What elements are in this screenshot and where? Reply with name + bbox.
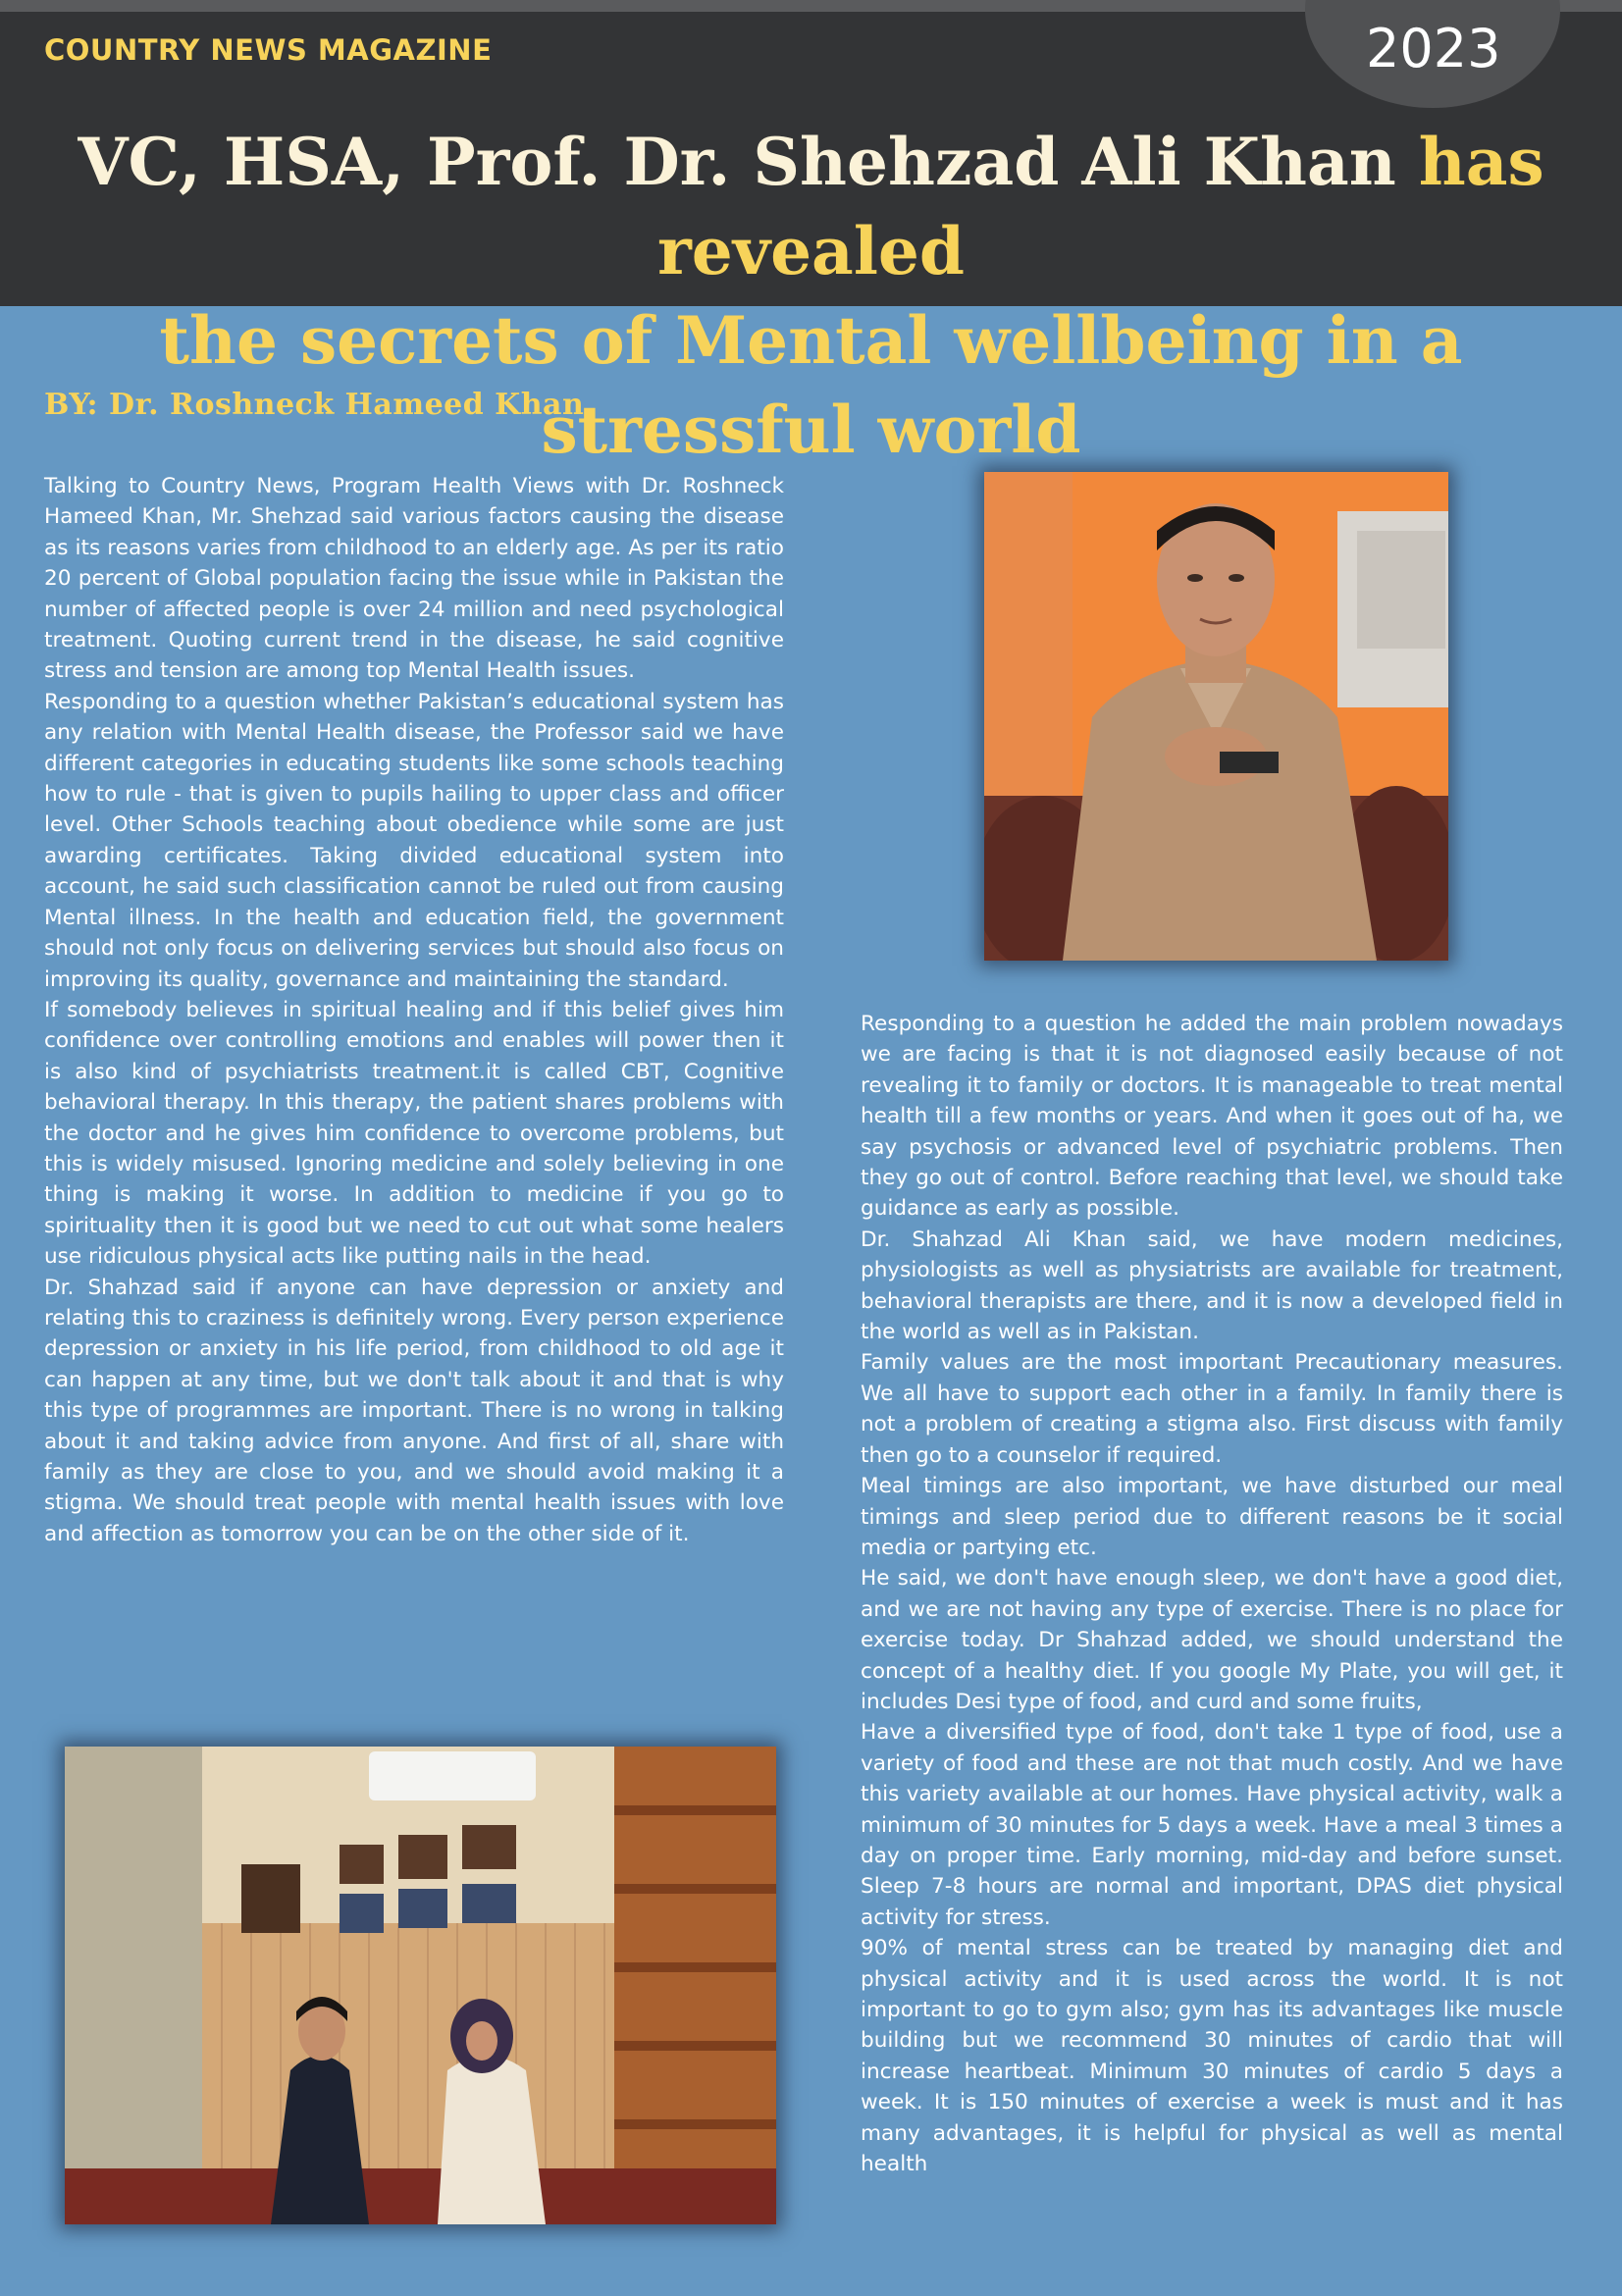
left-paragraph-2: Responding to a question whether Pakistan’s educational system has any relation with Mental Health disease, the Professor said we have different categories in educating students like some schools teaching how to rule - that is given to pupils hailing to upper class and officer level. Other Schools teaching about obedience while some are just awarding certificates. Taking divided educational system into account, he said such classification cannot be ruled out from causing Mental illness. In the health and education field, the government should not only focus on delivering services but should also focus on improving its quality, governance and maintaining the standard.: [44, 689, 784, 992]
left-paragraph-3: If somebody believes in spiritual healing and if this belief gives him confidence over controlling emotions and enables will power then it is also kind of psychiatrists treatment.it is called CBT, Cognitive behavioral therapy. In this therapy, the patient shares problems with the doctor and he gives him confidence to overcome problems, but this is widely misused. Ignoring medicine and solely believing in one thing is making it worse. In addition to medicine if you go to spirituality then it is good but we need to cut out what some healers use ridiculous physical acts like putting nails in the head.: [44, 997, 784, 1270]
right-column: [861, 1009, 1563, 2179]
interview-photo: [65, 1747, 776, 2224]
left-column: [44, 471, 784, 1549]
right-paragraph-7: 90% of mental stress can be treated by managing diet and physical activity and it is used across the world. It is not important to go to gym also; gym has its advantages like muscle building but we recommend 30 minutes of cardio that will increase heartbeat. Minimum 30 minutes of cardio 5 days a week. It is 150 minutes of exercise a week is must and it has many advantages, it is helpful for physical as well as mental health: [861, 1936, 1563, 2177]
headline-name: VC, HSA, Prof. Dr. Shehzad Ali Khan: [78, 124, 1396, 200]
magazine-name: COUNTRY NEWS MAGAZINE: [44, 33, 493, 67]
headline-part1: has revealed: [656, 124, 1544, 289]
right-paragraph-4: Meal timings are also important, we have disturbed our meal timings and sleep period due to different reasons be it social media or partying etc.: [861, 1474, 1563, 1560]
year-label: 2023: [1366, 18, 1501, 79]
left-paragraph-1: Talking to Country News, Program Health Views with Dr. Roshneck Hameed Khan, Mr. Shehzad said various factors causing the disease as its reasons varies from childhood to an elderly age. As per its ratio 20 percent of Global population facing the issue while in Pakistan the number of affected people is over 24 million and need psychological treatment. Quoting current trend in the disease, he said cognitive stress and tension are among top Mental Health issues.: [44, 474, 784, 684]
headline-part2: the secrets of Mental wellbeing in a stressful world: [159, 302, 1463, 468]
right-paragraph-1: Responding to a question he added the main problem nowadays we are facing is that it is not diagnosed easily because of not revealing it to family or doctors. It is manageable to treat mental health till a few months or years. And when it goes out of ha, we say psychosis or advanced level of psychiatric problems. Then they go out of control. Before reaching that level, we should take guidance as early as possible.: [861, 1012, 1563, 1222]
right-paragraph-5: He said, we don't have enough sleep, we don't have a good diet, and we are not having any type of exercise. There is no place for exercise today. Dr Shahzad added, we should understand the concept of a healthy diet. If you google My Plate, you will get, it includes Desi type of food, and curd and some fruits,: [861, 1566, 1563, 1714]
right-paragraph-3: Family values are the most important Precautionary measures. We all have to support each other in a family. In family there is not a problem of creating a stigma also. First discuss with family then go to a counselor if required.: [861, 1350, 1563, 1468]
byline: BY: Dr. Roshneck Hameed Khan: [44, 388, 585, 422]
right-paragraph-6: Have a diversified type of food, don't take 1 type of food, use a variety of food and these are not that much costly. And we have this variety available at our homes. Have physical activity, walk a minimum of 30 minutes for 5 days a week. Have a meal 3 times a day on proper time. Early morning, mid-day and before sunset. Sleep 7-8 hours are normal and important, DPAS diet physical activity for stress.: [861, 1720, 1563, 1930]
left-paragraph-4: Dr. Shahzad said if anyone can have depression or anxiety and relating this to craziness is definitely wrong. Every person experience depression or anxiety in his life period, from childhood to old age it can happen at any time, but we don't talk about it and that is why this type of programmes are important. There is no wrong in talking about it and taking advice from anyone. And first of all, share with family as they are close to you, and we should avoid making it a stigma. We should treat people with mental health issues with love and affection as tomorrow you can be on the other side of it.: [44, 1275, 784, 1546]
portrait-photo: [984, 472, 1448, 961]
right-paragraph-2: Dr. Shahzad Ali Khan said, we have modern medicines, physiologists as well as physiatrists are available for treatment, behavioral therapists are there, and it is now a developed field in the world as well as in Pakistan.: [861, 1226, 1563, 1345]
